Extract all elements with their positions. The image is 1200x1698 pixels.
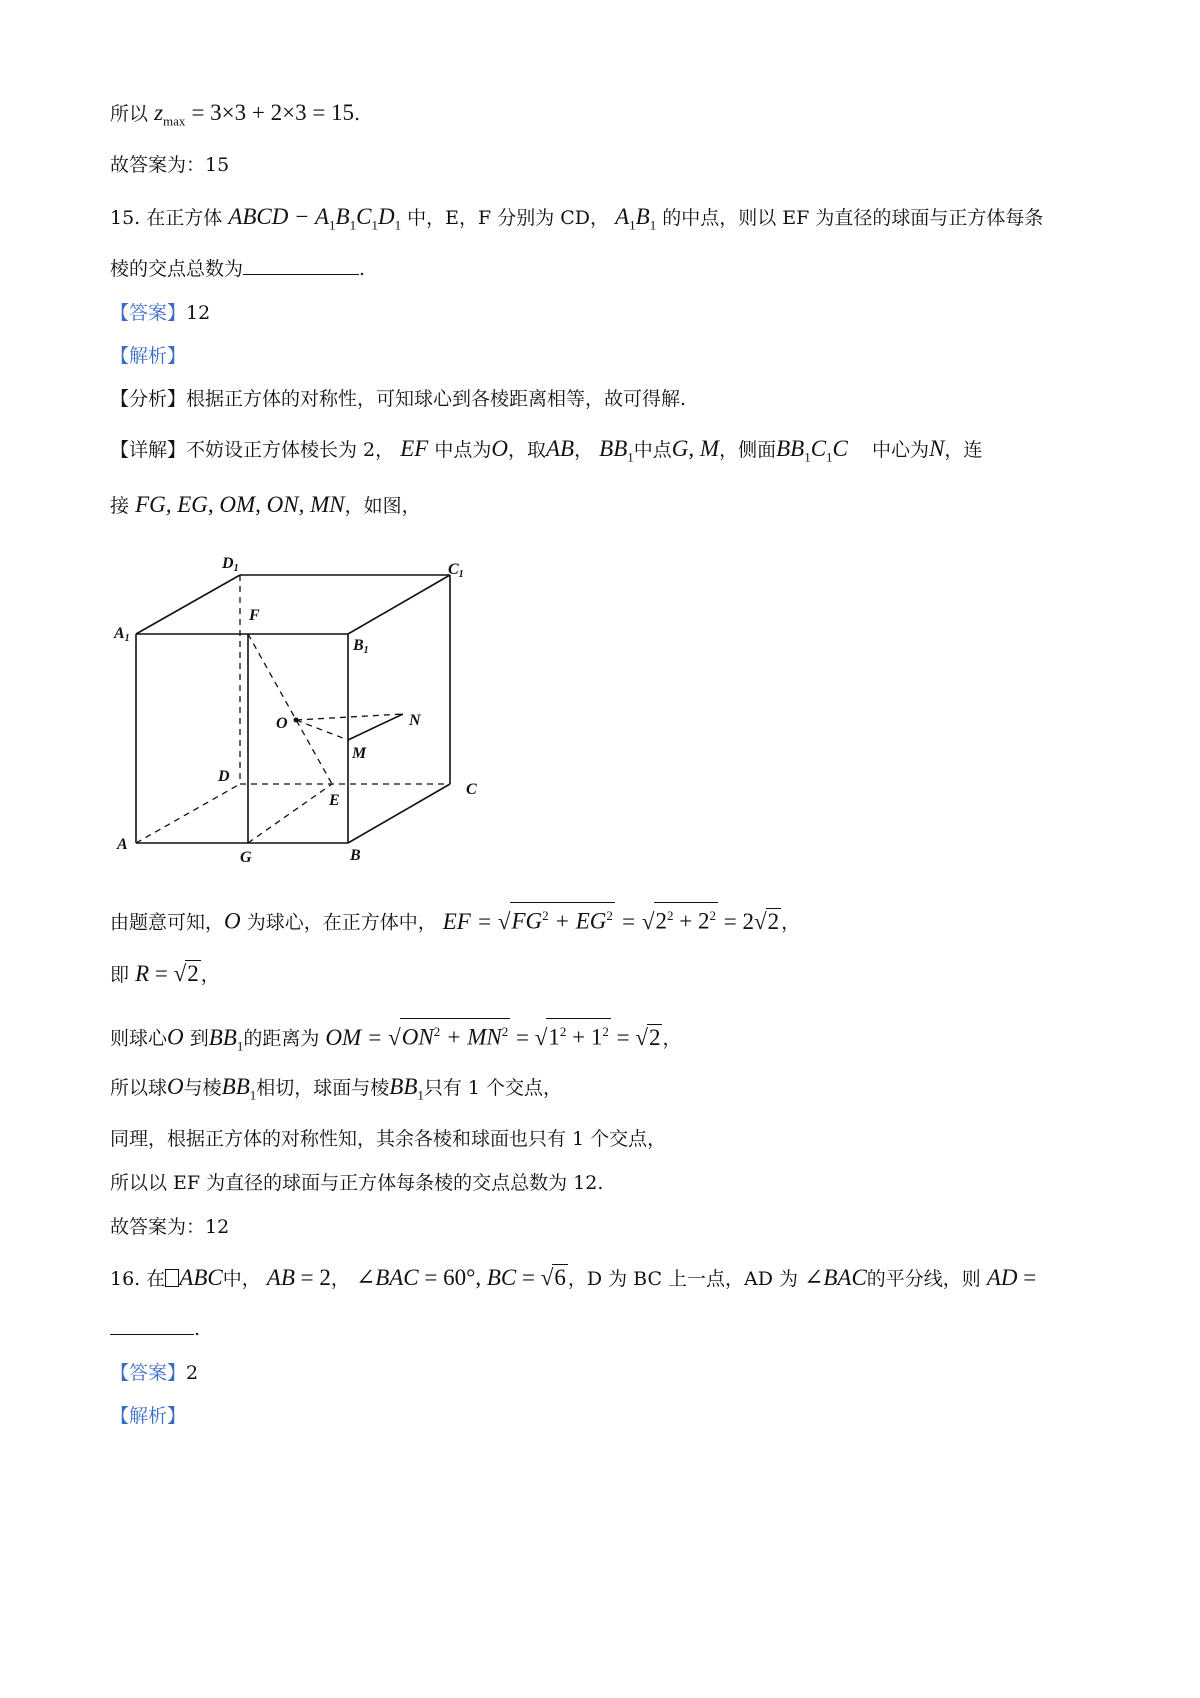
q15-text-1: 中，E，F 分别为 CD，: [407, 207, 610, 229]
math-ab: AB: [546, 436, 575, 461]
jiexi-tag: 【解析】: [110, 345, 187, 367]
xj-text-5: ，侧面: [719, 439, 777, 461]
segment-on: [296, 714, 403, 720]
xj-text-7: ，连: [944, 439, 983, 461]
fenxi-line: 【分析】根据正方体的对称性，可知球心到各棱距离相等，故可得解.: [110, 388, 687, 410]
math-bb1: $BB_1$: [389, 1074, 424, 1103]
yiti-text-1: 由题意可知，: [110, 911, 225, 934]
answer-line-q15: [110, 300, 210, 326]
math-ef-formula: EF = $√FG^2 + EG^2 = √2^2 + 2^2 = 2√2$: [443, 909, 781, 934]
question-15-line-2: [110, 256, 365, 282]
suoyi-text-4: 只有 1 个交点，: [423, 1077, 563, 1099]
label-m: M: [352, 745, 367, 762]
math-o: O: [224, 908, 241, 934]
question-16-line-2: [110, 1316, 200, 1342]
point-o: [294, 718, 299, 723]
math-cube: ABCD − $A_1B_1C_1D_1$: [228, 204, 402, 233]
math-bb1: $BB_1$: [599, 436, 634, 465]
math-ab-eq: AB = 2: [266, 1265, 331, 1290]
math-abc: ABC: [179, 1265, 223, 1290]
label-a1: A1: [114, 625, 130, 644]
period: .: [194, 1318, 201, 1340]
conclusion-line: 所以以 EF 为直径的球面与正方体每条棱的交点总数为 12.: [110, 1172, 604, 1194]
xiangjie-line-2: [110, 492, 421, 519]
answer-tag: 【答案】: [110, 1362, 187, 1384]
math-gm: G, M: [671, 436, 720, 461]
lian-text: 接: [110, 495, 130, 517]
math-bb1: $BB_1$: [208, 1024, 244, 1054]
label-e: E: [329, 792, 340, 809]
math-ad: AD =: [986, 1265, 1037, 1290]
edge-ad: [136, 784, 240, 843]
xj-text-3: ，取: [507, 439, 546, 461]
math-expression: = 3×3 + 2×3 = 15: [191, 100, 355, 125]
xj-text-4: 中点: [633, 439, 672, 461]
label-f: F: [249, 607, 260, 624]
cube-figure: [110, 550, 510, 870]
jiexi-tag-2: 【解析】: [110, 1405, 187, 1427]
lian-end: ，如图，: [344, 495, 421, 517]
q16-text-2: ，D 为 BC 上一点，AD 为: [567, 1268, 799, 1290]
math-a1b1: $A_1B_1$: [615, 204, 657, 233]
edge-a1d1: [136, 575, 240, 634]
label-b1: B1: [353, 637, 369, 656]
suoyi-text-1: 所以球: [110, 1077, 168, 1099]
math-o: O: [491, 436, 508, 461]
segment-fe: [248, 634, 332, 784]
answer-line-2: 故答案为：12: [110, 1216, 230, 1238]
ze-text-1: 则球心: [110, 1027, 168, 1050]
math-ef: EF: [400, 436, 429, 461]
period: .: [354, 103, 361, 125]
suoyi-text-3: 相切，球面与棱: [256, 1077, 390, 1099]
math-angle-bac: ∠BAC: [804, 1265, 867, 1290]
math-angle: ∠BAC = 60°, BC = √6: [355, 1265, 566, 1290]
period: .: [359, 258, 366, 280]
answer-value: 2: [186, 1362, 199, 1384]
q16-text-1: 中，: [222, 1268, 261, 1290]
label-d: D: [218, 768, 230, 785]
ze-text-3: 的距离为: [243, 1027, 320, 1050]
text-prefix: 所以: [110, 103, 149, 125]
label-c: C: [466, 781, 477, 798]
math-bb1: $BB_1$: [221, 1074, 257, 1103]
tongli-line: 同理，根据正方体的对称性知，其余各棱和球面也只有 1 个交点，: [110, 1128, 667, 1150]
segment-ge: [248, 784, 332, 843]
answer-line-1: 故答案为：15: [110, 154, 230, 176]
answer-tag: 【答案】: [110, 302, 187, 324]
edge-bc: [348, 784, 450, 843]
yiti-line: 由题意可知，O 为球心，在正方体中， EF = $√FG^2 + EG^2 = √2^2 + 2^2 = 2√2$ ，: [110, 902, 800, 936]
triangle-placeholder-icon: [165, 1269, 179, 1287]
math-segments: FG, EG, OM, ON, MN: [135, 492, 345, 517]
ze-line: 则球心O 到$BB_1$的距离为 OM = $√ON^2 + MN^2 = √1^2 + 1^2 = √2$ ，: [110, 1018, 682, 1059]
answer-line-q16: [110, 1360, 198, 1386]
question-16-line-1: [110, 1264, 1036, 1292]
edge-b1c1: [348, 575, 450, 634]
q15-text-3: 棱的交点总数为: [110, 258, 244, 280]
xj-text-1: 【详解】不妨设正方体棱长为 2，: [110, 439, 395, 461]
q16-number: 16. 在: [110, 1268, 166, 1290]
segment-om: [296, 720, 348, 740]
zmax-line: [110, 100, 360, 135]
answer-value: 12: [186, 302, 211, 324]
math-zmax: $z_{max}$: [154, 100, 186, 129]
label-o: O: [276, 715, 288, 732]
q15-text-2: 的中点，则以 EF 为直径的球面与正方体每条: [662, 207, 1044, 229]
ji-line: 即 R = √2 ，: [110, 961, 220, 986]
math-o: O: [167, 1074, 184, 1099]
q15-number: 15. 在正方体: [110, 207, 223, 229]
label-d1: D1: [222, 555, 239, 574]
answer-blank: [243, 274, 359, 275]
label-c1: C1: [448, 561, 464, 580]
q16-sep: ，: [330, 1268, 350, 1290]
label-g: G: [240, 849, 252, 866]
label-n: N: [409, 712, 421, 729]
yiti-text-2: 为球心，在正方体中，: [246, 911, 437, 934]
xj-text-2: 中点为: [434, 439, 492, 461]
segment-mn: [348, 714, 403, 740]
xj-text-6: 中心为: [872, 439, 930, 461]
ze-text-2: 到: [189, 1027, 209, 1050]
math-om-formula: OM = $√ON^2 + MN^2 = √1^2 + 1^2 = √2$: [325, 1025, 662, 1050]
label-a: A: [117, 836, 128, 853]
question-15-line-1: [110, 204, 1043, 239]
q16-text-3: 的平分线，则: [866, 1268, 981, 1290]
math-bb1c1c: $BB_1C_1C$: [776, 436, 848, 465]
math-n: N: [929, 436, 945, 461]
xiangjie-line-1: 【详解】不妨设正方体棱长为 2， EF 中点为O，取AB， $BB_1$中点G, M，侧面$BB_1C_1C$ 中心为N，连: [110, 436, 983, 465]
ji-text: 即: [110, 964, 130, 986]
answer-blank: [110, 1334, 194, 1335]
suoyi-text-2: 与棱: [183, 1077, 222, 1099]
math-o: O: [167, 1024, 184, 1050]
math-r: R = √2: [135, 961, 199, 986]
suoyi-line: [110, 1074, 562, 1109]
label-b: B: [350, 847, 361, 864]
